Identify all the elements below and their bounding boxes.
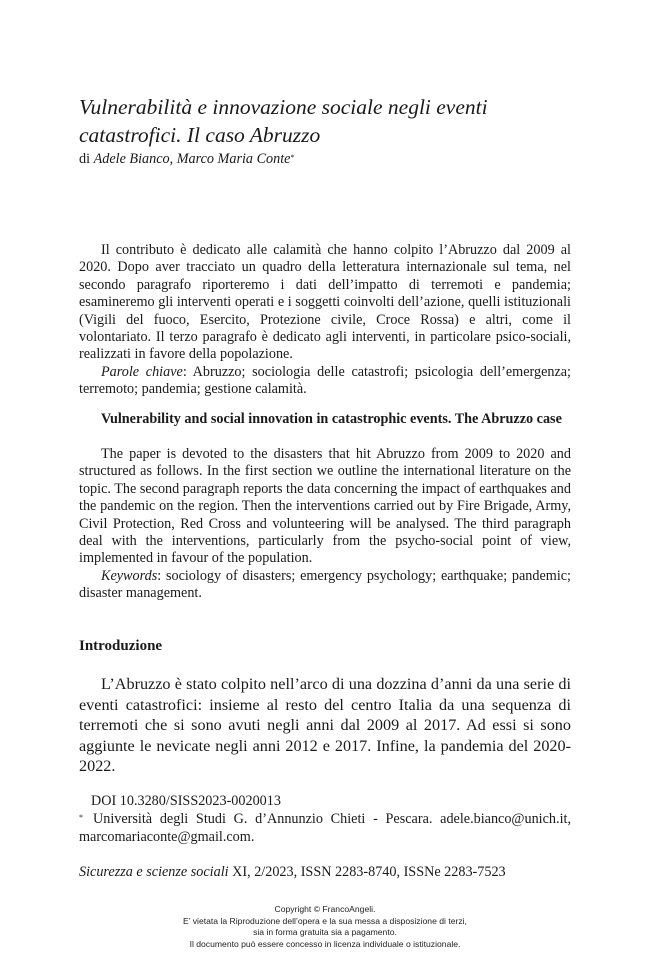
copyright-line-1: Copyright © FrancoAngeli. bbox=[274, 904, 376, 914]
doi-line: DOI 10.3280/SISS2023-0020013 bbox=[91, 793, 281, 809]
english-abstract-title: Vulnerability and social innovation in catastrophic events. The Abruzzo case bbox=[101, 411, 562, 427]
keywords-italian-label: Parole chiave bbox=[101, 363, 183, 380]
keywords-english-list: : sociology of disasters; emergency psychology; earthquake; pandemic; disaster management. bbox=[79, 567, 571, 602]
author-names: Adele Bianco, Marco Maria Conte bbox=[93, 151, 291, 167]
copyright-notice bbox=[0, 904, 650, 950]
keywords-english-label: Keywords bbox=[101, 567, 158, 584]
section-heading: Introduzione bbox=[79, 638, 163, 654]
author-prefix: di bbox=[79, 151, 94, 167]
abstract-italian-text: Il contributo è dedicato alle calamità che hanno colpito l’Abruzzo dal 2009 al 2020. Dopo aver tracciato un quadro della letteratura internazionale sul tema, nel secondo paragrafo riporteremo i dati dell’impatto di terremoti e pandemia; esamineremo gli interventi operati e i soggetti coinvolti dell’azione, quelli istituzionali (Vigili del fuoco, Esercito, Protezione civile, Croce Rossa) e altri, come il volontariato. Il terzo paragrafo è dedicato agli interventi, in particolare psico-sociali, realizzati in favore della popolazione. bbox=[79, 242, 571, 363]
article-title: Vulnerabilità e innovazione sociale negli eventi catastrofici. Il caso Abruzzo bbox=[79, 95, 488, 147]
affiliation-footnote-marker: * bbox=[79, 813, 83, 822]
copyright-line-4: Il documento può essere concesso in licenza individuale o istituzionale. bbox=[189, 938, 461, 949]
affiliation-footnote bbox=[79, 810, 571, 846]
keywords-italian-list: : Abruzzo; sociologia delle catastrofi; psicologia dell’emergenza; terremoto; pandemia; gestione calamità. bbox=[79, 363, 571, 398]
author-footnote-marker: * bbox=[290, 153, 295, 162]
abstract-italian bbox=[79, 242, 571, 399]
abstract-english-text: The paper is devoted to the disasters that hit Abruzzo from 2009 to 2020 and structured as follows. In the first section we outline the international literature on the topic. The second paragraph reports the data concerning the impact of earthquakes and the pandemic on the region. Then the interventions carried out by Fire Brigade, Army, Civil Protection, Red Cross and volunteering will be analysed. The third paragraph deal with the interventions, particularly from the psycho-social point of view, implemented in favour of the population. bbox=[79, 446, 571, 567]
journal-name: Sicurezza e scienze sociali bbox=[79, 864, 229, 880]
affiliation-text: Università degli Studi G. d’Annunzio Chieti - Pescara. adele.bianco@unich.it, marcomariaconte@gmail.com. bbox=[79, 811, 571, 845]
copyright-line-3: sia in forma gratuita sia a pagamento. bbox=[253, 927, 397, 937]
body-paragraph: L’Abruzzo è stato colpito nell’arco di una dozzina d’anni da una serie di eventi catastrofici: insieme al resto del centro Italia da una sequenza di terremoti che si sono avuti negli anni dal 2009 al 2017. Ad essi si sono aggiunte le nevicate negli anni 2012 e 2017. Infine, la pandemia del 2020-2022. bbox=[79, 675, 571, 776]
keywords-italian bbox=[79, 364, 571, 399]
footnotes bbox=[79, 792, 571, 846]
author-line bbox=[79, 150, 294, 168]
journal-details: XI, 2/2023, ISSN 2283-8740, ISSNe 2283-7523 bbox=[228, 864, 506, 880]
abstract-english bbox=[79, 446, 571, 603]
copyright-line-2: E’ vietata la Riproduzione dell’opera e la sua messa a disposizione di terzi, bbox=[183, 915, 467, 926]
keywords-english bbox=[79, 568, 571, 603]
journal-citation bbox=[79, 863, 506, 881]
